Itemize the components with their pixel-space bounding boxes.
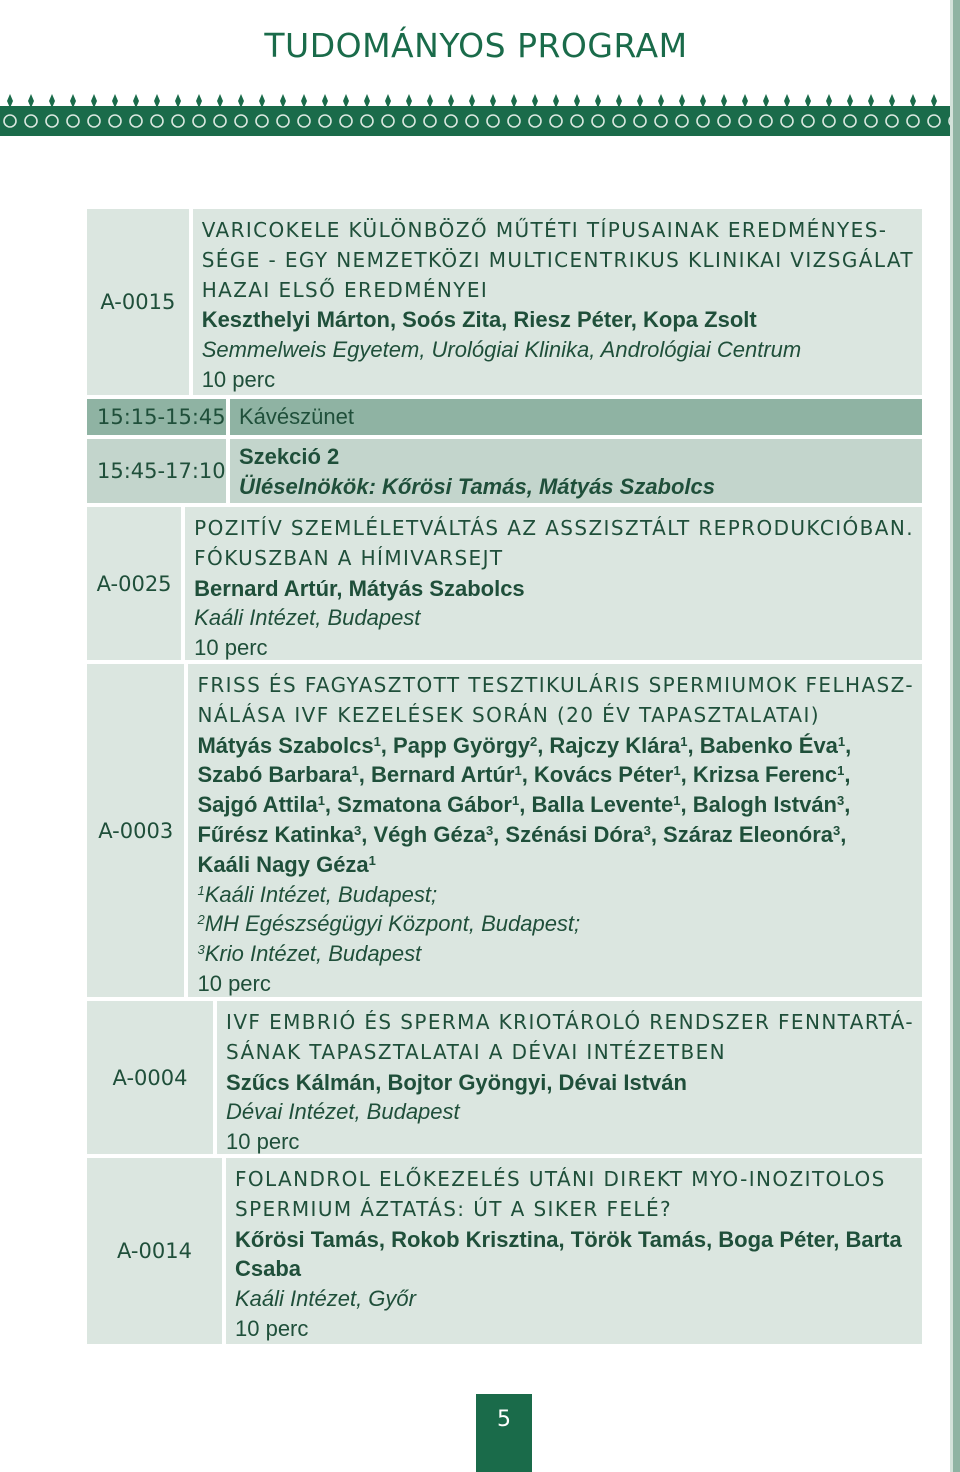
program-table [87,209,922,1348]
abstract-details [188,664,922,997]
abstract-duration: 10 perc [226,1129,300,1155]
abstract-title: IVF EMBRIÓ ÉS SPERMA KRIOTÁROLÓ RENDSZER FENNTARTÁ- [226,1010,914,1034]
abstract-duration: 10 perc [235,1315,309,1341]
abstract-institution: Kaáli Intézet, Budapest [194,605,421,631]
page-title: TUDOMÁNYOS PROGRAM [264,26,688,65]
abstract-institution: Semmelweis Egyetem, Urológiai Klinika, Andrológiai Centrum [201,337,802,363]
table-row [87,1001,922,1154]
abstract-institution: Dévai Intézet, Budapest [226,1099,460,1125]
abstract-authors: Bernard Artúr, Mátyás Szabolcs [194,575,525,601]
abstract-authors: Kaáli Nagy Géza$^1$ [197,851,376,877]
section-details [230,439,922,503]
break-time: 15:15-15:45 [87,399,226,435]
section-chairs: Üléselnökök: Kőrösi Tamás, Mátyás Szabolcs [239,473,716,499]
table-row [87,507,922,660]
break-row [87,399,922,435]
abstract-authors: Fűrész Katinka$^3$, Végh Géza$^3$, Szénási Dóra$^3$, Száraz Eleonóra$^3$, [197,821,847,847]
abstract-title: VARICOKELE KÜLÖNBÖZŐ MŰTÉTI TÍPUSAINAK EREDMÉNYES- [201,218,888,242]
abstract-affiliation: $^1$Kaáli Intézet, Budapest; [197,881,438,907]
abstract-details [226,1158,922,1344]
abstract-details [193,209,922,395]
abstract-title: FÓKUSZBAN A HÍMIVARSEJT [194,545,504,570]
abstract-id: A-0025 [87,507,181,660]
table-row [87,1158,922,1344]
abstract-affiliation: $^3$Krio Intézet, Budapest [197,941,422,967]
abstract-title: FOLANDROL ELŐKEZELÉS UTÁNI DIREKT MYO-INOZITOLOS [235,1167,886,1191]
abstract-authors: Csaba [235,1256,302,1282]
abstract-title: POZITÍV SZEMLÉLETVÁLTÁS AZ ASSZISZTÁLT REPRODUKCIÓBAN. [194,516,914,540]
section-row [87,439,922,503]
abstract-authors: Keszthelyi Márton, Soós Zita, Riesz Péter, Kopa Zsolt [201,307,757,333]
abstract-duration: 10 perc [201,366,276,392]
abstract-id: A-0003 [87,664,184,997]
page-number: 5 [476,1394,532,1472]
break-label: Kávészünet [230,399,922,435]
abstract-duration: 10 perc [197,970,271,996]
abstract-title: HAZAI ELSŐ EREDMÉNYEI [201,277,489,302]
abstract-id: A-0004 [87,1001,213,1154]
section-title: Szekció 2 [239,444,340,469]
abstract-title: FRISS ÉS FAGYASZTOTT TESZTIKULÁRIS SPERMIUMOK FELHASZ- [197,673,914,697]
decorative-border [0,92,950,136]
abstract-authors: Mátyás Szabolcs$^1$, Papp György$^2$, Rajczy Klára$^1$, Babenko Éva$^1$, [197,732,852,758]
abstract-id: A-0015 [87,209,189,395]
abstract-affiliation: $^2$MH Egészségügyi Központ, Budapest; [197,911,581,937]
abstract-title: SÉGE - EGY NEMZETKÖZI MULTICENTRIKUS KLINIKAI VIZSGÁLAT [201,247,914,272]
abstract-institution: Kaáli Intézet, Győr [235,1286,416,1312]
abstract-duration: 10 perc [194,635,268,661]
abstract-authors: Sajgó Attila$^1$, Szmatona Gábor$^1$, Balla Levente$^1$, Balogh István$^3$, [197,792,851,818]
section-time: 15:45-17:10 [87,439,226,503]
abstract-title: SPERMIUM ÁZTATÁS: ÚT A SIKER FELÉ? [235,1196,672,1221]
table-row [87,664,922,997]
right-edge-bar [950,0,960,1472]
abstract-details [217,1001,922,1154]
abstract-authors: Kőrösi Tamás, Rokob Krisztina, Török Tamás, Boga Péter, Barta [235,1226,902,1252]
abstract-id: A-0014 [87,1158,222,1344]
abstract-authors: Szabó Barbara$^1$, Bernard Artúr$^1$, Kovács Péter$^1$, Krizsa Ferenc$^1$, [197,762,851,788]
abstract-authors: Szűcs Kálmán, Bojtor Gyöngyi, Dévai István [226,1069,687,1095]
abstract-title: SÁNAK TAPASZTALATAI A DÉVAI INTÉZETBEN [226,1039,726,1064]
abstract-details [185,507,922,660]
abstract-title: NÁLÁSA IVF KEZELÉSEK SORÁN (20 ÉV TAPASZTALATAI) [197,702,820,727]
table-row [87,209,922,395]
